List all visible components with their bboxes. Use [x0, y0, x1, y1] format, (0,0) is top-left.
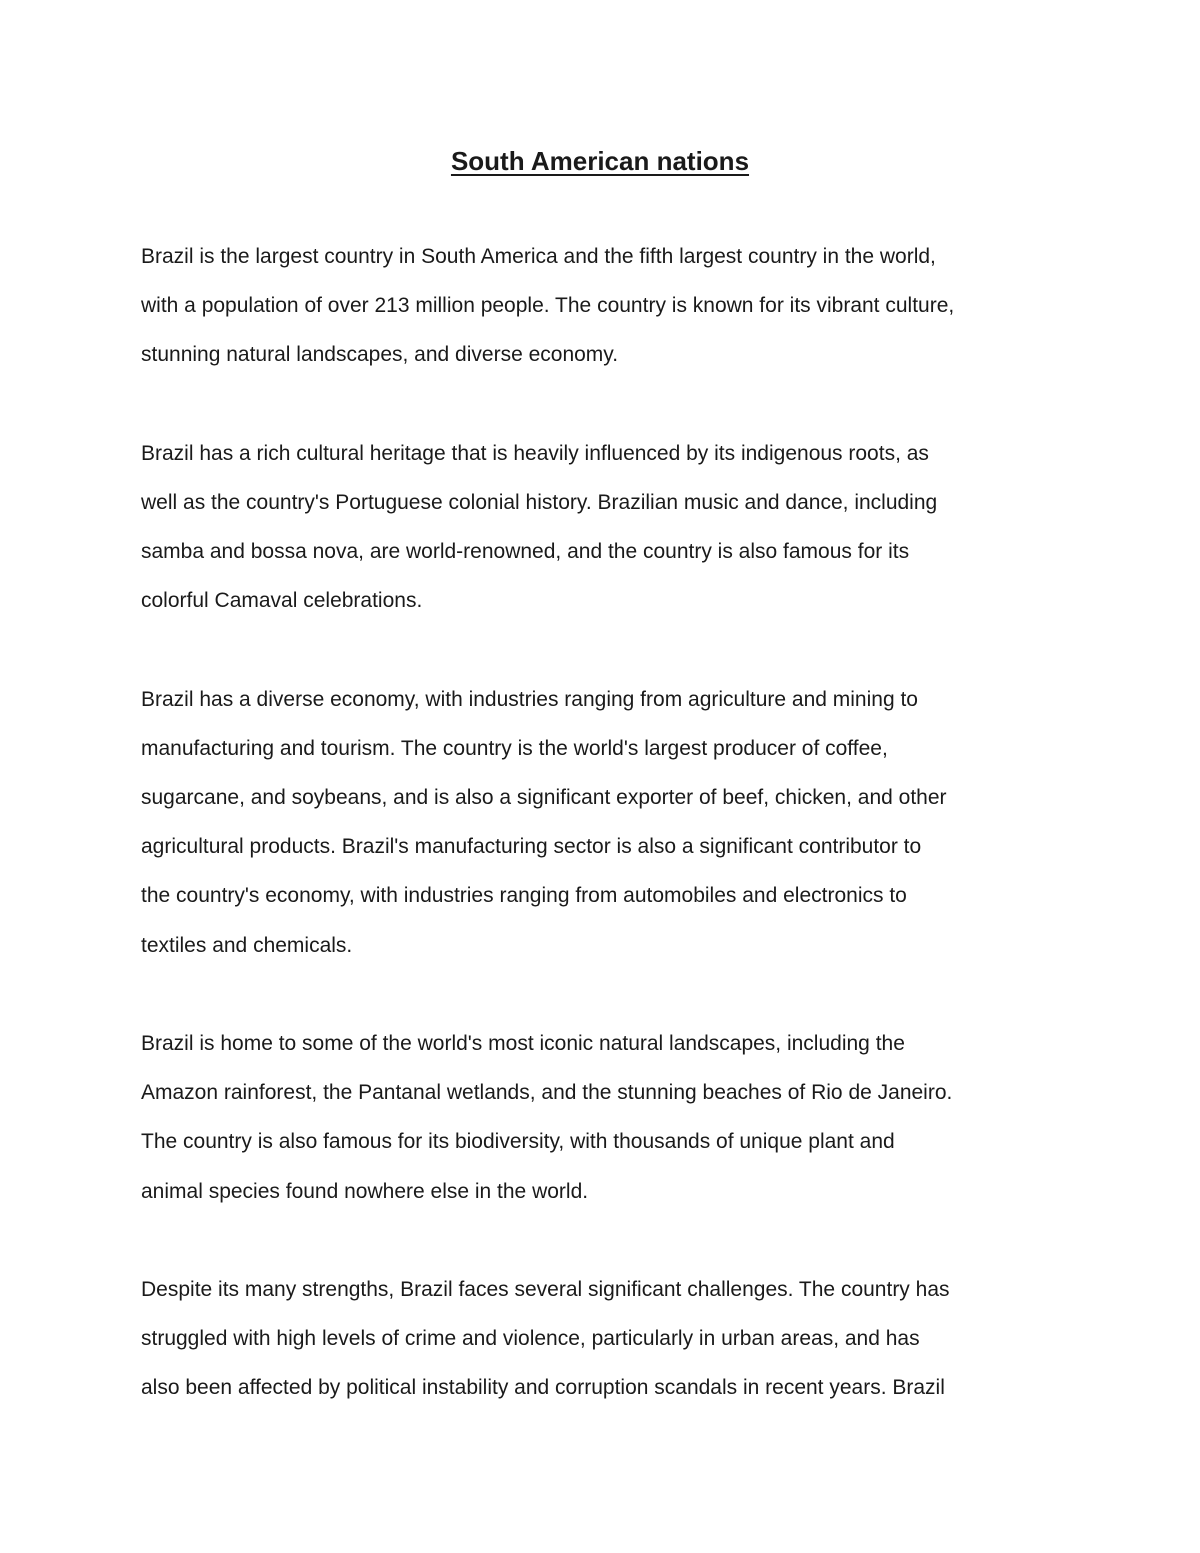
- paragraph-spacer: [141, 970, 1071, 1019]
- paragraph-5-line-3: also been affected by political instability and corruption scandals in recent years. Brazil: [141, 1376, 945, 1400]
- paragraph-3-line-2: manufacturing and tourism. The country is the world's largest producer of coffee,: [141, 736, 888, 760]
- paragraph-4-line-2: Amazon rainforest, the Pantanal wetlands, and the stunning beaches of Rio de Janeiro.: [141, 1081, 953, 1105]
- document-body: [141, 232, 1071, 1413]
- paragraph-1-line-3: stunning natural landscapes, and diverse economy.: [141, 343, 619, 367]
- paragraph-1-line-2: with a population of over 213 million people. The country is known for its vibrant culture,: [141, 294, 955, 318]
- paragraph-spacer: [141, 1216, 1071, 1265]
- paragraph-2-line-1: Brazil has a rich cultural heritage that is heavily influenced by its indigenous roots, as: [141, 441, 929, 465]
- paragraph-4-line-4: animal species found nowhere else in the world.: [141, 1179, 589, 1203]
- paragraph-2-line-3: samba and bossa nova, are world-renowned, and the country is also famous for its: [141, 540, 910, 564]
- paragraph-spacer: [141, 626, 1071, 675]
- paragraph-2-line-2: well as the country's Portuguese colonial history. Brazilian music and dance, including: [141, 490, 938, 514]
- paragraph-5-line-2: struggled with high levels of crime and violence, particularly in urban areas, and has: [141, 1327, 920, 1351]
- paragraph-3-line-3: sugarcane, and soybeans, and is also a significant exporter of beef, chicken, and other: [141, 786, 947, 810]
- paragraph-3-line-5: the country's economy, with industries ranging from automobiles and electronics to: [141, 884, 907, 908]
- paragraph-4-line-3: The country is also famous for its biodiversity, with thousands of unique plant and: [141, 1130, 895, 1154]
- paragraph-4-line-1: Brazil is home to some of the world's most iconic natural landscapes, including the: [141, 1032, 905, 1055]
- paragraph-2-line-4: colorful Camaval celebrations.: [141, 589, 423, 613]
- paragraph-3-line-1: Brazil has a diverse economy, with industries ranging from agriculture and mining to: [141, 687, 918, 711]
- document-title: South American nations: [450, 146, 750, 176]
- paragraph-5-line-1: Despite its many strengths, Brazil faces several significant challenges. The country has: [141, 1277, 950, 1301]
- paragraph-1-line-1: Brazil is the largest country in South America and the fifth largest country in the world,: [141, 245, 936, 268]
- paragraph-3-line-4: agricultural products. Brazil's manufacturing sector is also a significant contributor to: [141, 835, 922, 859]
- paragraph-3-line-6: textiles and chemicals.: [141, 933, 353, 957]
- paragraph-spacer: [141, 380, 1071, 429]
